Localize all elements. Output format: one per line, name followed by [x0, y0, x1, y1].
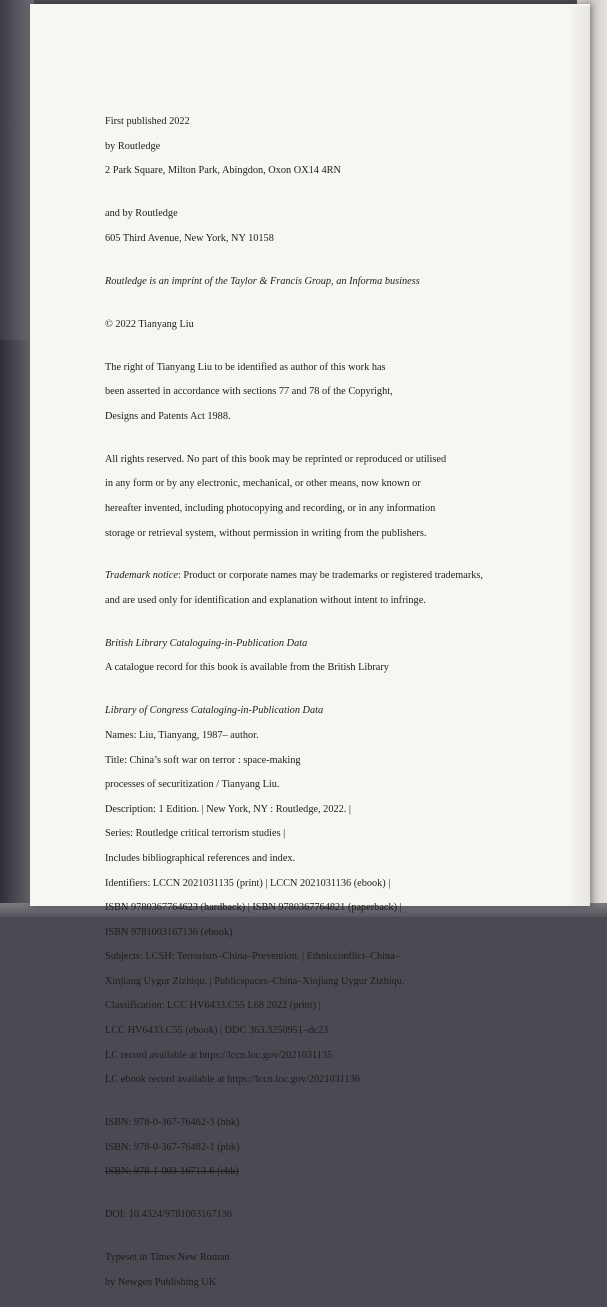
typeset-line: by Newgen Publishing UK — [105, 1276, 217, 1288]
publisher-address-uk: 2 Park Square, Milton Park, Abingdon, Oxon OX14 4RN — [105, 165, 341, 177]
trademark-text: : Product or corporate names may be trademarks or registered trademarks, — [177, 570, 484, 582]
background-left-lower — [0, 340, 34, 917]
all-rights-line: hereafter invented, including photocopying and recording, or in any information — [105, 502, 436, 514]
trademark-line: and are used only for identification and explanation without intent to infringe. — [105, 594, 426, 606]
moral-rights-line: been asserted in accordance with sections 77 and 78 of the Copyright, — [105, 386, 393, 398]
all-rights-line: storage or retrieval system, without permission in writing from the publishers. — [105, 527, 427, 539]
imprint-note: Routledge is an imprint of the Taylor & Francis Group, an Informa business — [105, 275, 420, 287]
loc-block — [105, 693, 535, 1099]
isbn-ebk: ISBN: 978-1-003-16713-6 (ebk) — [105, 1166, 239, 1178]
loc-line: LC ebook record available at https://lccn.loc.gov/2021031136 — [105, 1074, 360, 1086]
first-published: First published 2022 — [105, 116, 190, 128]
loc-line: Classification: LCC HV6433.C55 L68 2022 (print) | — [105, 1000, 321, 1012]
copyright-block — [105, 306, 535, 343]
page-edge — [572, 6, 590, 906]
publisher-address-us: 605 Third Avenue, New York, NY 10158 — [105, 232, 274, 244]
loc-line: Identifiers: LCCN 2021031135 (print) | LCCN 2021031136 (ebook) | — [105, 877, 391, 889]
loc-line: ISBN 9780367764623 (hardback) | ISBN 9780367764821 (paperback) | — [105, 902, 402, 914]
loc-line: Includes bibliographical references and index. — [105, 852, 296, 864]
loc-line: LC record available at https://lccn.loc.gov/2021031135 — [105, 1049, 333, 1061]
british-library-block — [105, 626, 535, 687]
doi-block — [105, 1197, 535, 1234]
publisher-name: by Routledge — [105, 140, 161, 152]
moral-rights-line: Designs and Patents Act 1988. — [105, 410, 231, 422]
loc-line: Series: Routledge critical terrorism studies | — [105, 828, 286, 840]
us-publisher-block — [105, 196, 535, 257]
publication-block — [105, 104, 535, 190]
loc-line: Subjects: LCSH: Terrorism–China–Prevention. | Ethnicconflict–China– — [105, 951, 400, 963]
trademark-label: Trademark notice — [105, 570, 178, 582]
loc-line: LCC HV6433.C55 (ebook) | DDC 363.3250951–dc23 — [105, 1025, 329, 1037]
loc-line: ISBN 9781003167136 (ebook) — [105, 926, 233, 938]
isbn-pbk: ISBN: 978-0-367-76482-1 (pbk) — [105, 1141, 240, 1153]
copyright-page-text — [105, 104, 535, 1307]
all-rights-line: All rights reserved. No part of this book may be reprinted or reproduced or utilised — [105, 453, 447, 465]
all-rights-block — [105, 441, 535, 552]
imprint-block — [105, 264, 535, 301]
typeset-line: Typeset in Times New Roman — [105, 1252, 230, 1264]
trademark-block — [105, 558, 535, 619]
doi: DOI: 10.4324/9781003167136 — [105, 1209, 232, 1221]
us-publisher: and by Routledge — [105, 208, 178, 220]
moral-rights-line: The right of Tianyang Liu to be identified as author of this work has — [105, 361, 386, 373]
isbn-hbk: ISBN: 978-0-367-76462-3 (hbk) — [105, 1117, 240, 1129]
loc-line: processes of securitization / Tianyang Liu. — [105, 779, 280, 791]
loc-line: Title: China’s soft war on terror : space-making — [105, 754, 301, 766]
all-rights-line: in any form or by any electronic, mechanical, or other means, now known or — [105, 478, 421, 490]
isbn-block — [105, 1105, 535, 1191]
typeset-block — [105, 1240, 535, 1301]
british-library-heading: British Library Cataloguing-in-Publication Data — [105, 637, 308, 649]
copyright-line: © 2022 Tianyang Liu — [105, 318, 194, 330]
british-library-text: A catalogue record for this book is available from the British Library — [105, 662, 389, 674]
loc-line: Names: Liu, Tianyang, 1987– author. — [105, 729, 259, 741]
moral-rights-block — [105, 349, 535, 435]
loc-line: Xinjiang Uygur Zizhiqu. | Publicspaces–China–Xinjiang Uygur Zizhiqu. — [105, 975, 405, 987]
trademark-line — [105, 570, 535, 582]
loc-heading: Library of Congress Cataloging-in-Publication Data — [105, 705, 324, 717]
loc-line: Description: 1 Edition. | New York, NY : Routledge, 2022. | — [105, 803, 351, 815]
